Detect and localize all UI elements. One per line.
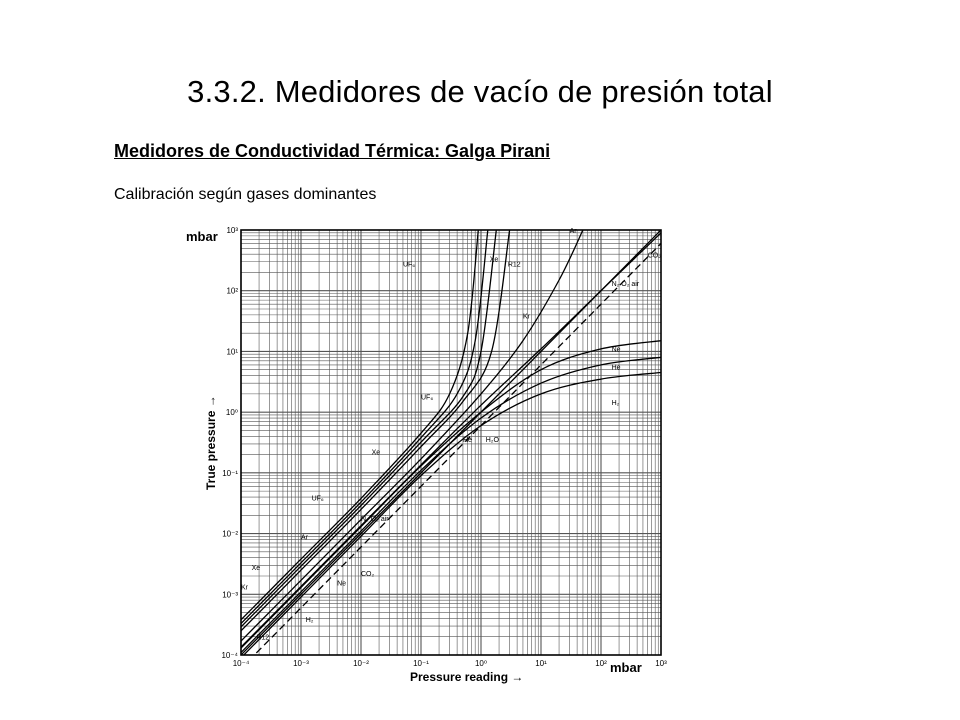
x-tick-label: 10⁻⁴ — [232, 659, 250, 668]
curve-label: R12 — [507, 261, 521, 269]
y-tick-label: 10⁻¹ — [222, 468, 238, 478]
curve-label: He — [462, 437, 472, 445]
y-tick-label: 10⁰ — [225, 408, 238, 418]
curve-label: Ar — [301, 534, 308, 542]
x-tick-label: 10¹ — [535, 659, 547, 668]
curve-label: CO₂ — [647, 252, 661, 260]
curve-label: He — [611, 364, 621, 372]
x-tick-label: 10⁰ — [474, 659, 488, 668]
curve-label: H₂ — [305, 616, 314, 624]
x-unit-label: mbar — [610, 660, 642, 675]
curve-label: Kr — [522, 313, 530, 321]
x-tick-label: 10⁻³ — [293, 659, 309, 668]
curve-label: N₂ O₂ air — [361, 516, 389, 524]
x-axis-label: Pressure reading → — [410, 670, 524, 684]
curve-label: Xe — [371, 449, 381, 457]
curve-label: UF₆ — [311, 495, 324, 503]
y-tick-label: 10³ — [226, 226, 238, 235]
x-tick-label: 10² — [595, 659, 607, 668]
y-tick-label: 10² — [226, 286, 238, 296]
y-tick-label: 10⁻⁴ — [221, 651, 238, 660]
y-tick-label: 10⁻³ — [222, 590, 238, 600]
slide-title: 3.3.2. Medidores de vacío de presión total — [187, 74, 773, 109]
curve-label: Xe — [251, 565, 261, 573]
x-tick-label: 10³ — [655, 659, 667, 668]
y-tick-label: 10⁻² — [222, 529, 238, 539]
curve-label: Ar — [569, 227, 577, 235]
x-tick-label: 10⁻¹ — [413, 659, 429, 668]
slide-caption: Calibración según gases dominantes — [114, 186, 377, 203]
curve-label: Ne — [337, 580, 347, 588]
curve-label: UF₆ — [421, 394, 434, 402]
curve-label: Ne — [611, 346, 621, 354]
y-axis-label: True pressure → — [204, 395, 218, 490]
curve-label: R12 — [256, 634, 270, 642]
curve-label: CO₂ — [361, 571, 375, 579]
y-unit-label: mbar — [186, 229, 218, 244]
curve-label: Xe — [489, 256, 499, 264]
curve-label: N₂ O₂ air — [611, 280, 640, 288]
curve-label: UF₆ — [402, 261, 416, 269]
y-tick-label: 10¹ — [226, 347, 238, 357]
curve-label: Kr — [241, 584, 248, 592]
curve-label: H₂O — [485, 437, 499, 445]
curve-label: H₂ — [611, 400, 620, 408]
slide-subtitle: Medidores de Conductividad Térmica: Galga Pirani — [114, 141, 551, 161]
x-tick-label: 10⁻² — [353, 659, 369, 668]
